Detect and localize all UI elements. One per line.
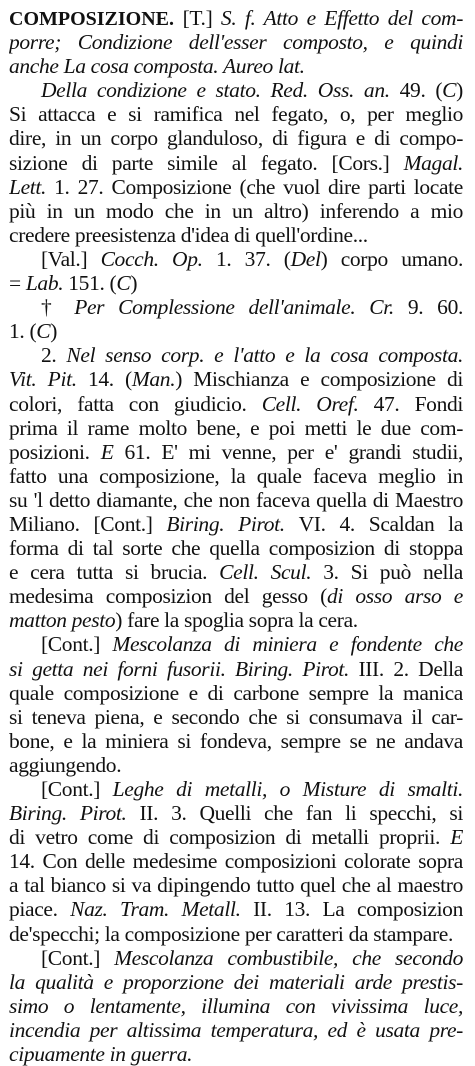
italic-text-run: si getta nei forni fusorii. Biring. Pirot. [9, 656, 359, 681]
text-line [9, 946, 463, 970]
italic-text-run: porre; Condizione dell'esser composto, e quindi [9, 30, 463, 55]
text-line [9, 681, 463, 705]
text-run: = [9, 271, 26, 296]
text-run: ) fare la spoglia sopra la cera. [115, 608, 358, 633]
text-line [9, 753, 463, 777]
text-line [9, 416, 463, 440]
text-line [9, 367, 463, 391]
italic-text-run: Per Complessione dell'animale. Cr. [74, 295, 408, 320]
italic-text-run: Cell. Scul. [219, 560, 324, 585]
text-line [9, 319, 463, 343]
text-run: 1. ( [9, 319, 37, 344]
text-line [9, 1042, 463, 1066]
text-line [9, 729, 463, 753]
text-run: ) [50, 319, 58, 344]
text-line [9, 825, 463, 849]
text-run: 47. Fondi [373, 391, 463, 416]
italic-text-run: Nel senso corp. e l'atto e la cosa composta. [66, 343, 463, 368]
italic-text-run: Mescolanza combustibile, che secondo [114, 945, 463, 970]
italic-text-run: E [100, 439, 125, 464]
text-run: colori, fatta con giudicio. [9, 391, 262, 416]
text-run: † [41, 295, 75, 320]
text-line [9, 488, 463, 512]
italic-text-run: Cell. Oref. [261, 391, 374, 416]
text-line [9, 295, 463, 319]
italic-text-run: incendia per altissima temperatura, ed è usata pre- [9, 1017, 463, 1042]
text-run: Miliano. [Cont.] [9, 511, 167, 536]
text-run: prima il rame molto bene, e poi metti le due com- [9, 415, 463, 440]
italic-text-run: anche La cosa composta. Aureo lat. [9, 54, 305, 79]
text-line [9, 777, 463, 801]
text-line [9, 994, 463, 1018]
italic-text-run: la qualità e proporzione dei materiali arde prestis- [9, 969, 463, 994]
text-run: III. 2. Della [358, 656, 463, 681]
text-line [9, 1018, 463, 1042]
text-run: sizione di parte simile al fegato. [Cors.] [9, 150, 404, 175]
text-line [9, 175, 463, 199]
text-run: dire, in un corpo glanduloso, di figura e di compo- [9, 126, 463, 151]
text-line [9, 922, 463, 946]
italic-text-run: Biring. Pirot. [166, 511, 299, 536]
text-run: medesima composizion del gesso ( [9, 584, 327, 609]
italic-text-run: Biring. Pirot. [9, 801, 140, 826]
text-run: II. 3. Quelli che fan li specchi, si [139, 801, 463, 826]
text-line [9, 970, 463, 994]
text-run: [T.] [182, 6, 221, 30]
text-run: [Cont.] [41, 632, 113, 657]
text-line [9, 632, 463, 656]
text-line [9, 78, 463, 102]
text-line [9, 223, 463, 247]
italic-text-run: simo o lentamente, illumina con vivissima luce, [9, 993, 463, 1018]
text-run: [Val.] [41, 246, 101, 271]
italic-text-run: Mescolanza di miniera e fondente che [112, 632, 463, 657]
text-line [9, 536, 463, 560]
text-line [9, 392, 463, 416]
text-line [9, 247, 463, 271]
text-line [9, 608, 463, 632]
text-run: [Cont.] [41, 945, 115, 970]
text-run: e cera tutta si brucia. [9, 560, 220, 585]
italic-text-run: Leghe di metalli, o Misture di smalti. [112, 777, 463, 801]
italic-text-run: Lett. [9, 174, 55, 199]
text-line [9, 801, 463, 825]
text-run: II. 13. La composizion [253, 897, 463, 922]
italic-text-run: S. f. Atto e Effetto del com- [220, 6, 463, 30]
text-run: Si attacca e si ramifica nel fegato, o, per meglio [9, 102, 463, 127]
dictionary-entry-composizione [9, 6, 463, 1066]
text-line [9, 440, 463, 464]
text-run: ) corpo umano. [320, 246, 463, 271]
italic-text-run: Vit. Pit. [9, 367, 88, 392]
text-run: credere preesistenza d'idea di quell'ordine... [9, 222, 368, 247]
italic-text-run: C [36, 319, 51, 344]
text-run: VI. 4. Scaldan la [298, 511, 463, 536]
text-line [9, 512, 463, 536]
italic-text-run: C [442, 78, 457, 103]
italic-text-run: Naz. Tram. Metall. [70, 897, 254, 922]
text-line [9, 897, 463, 921]
text-run: [Cont.] [41, 777, 113, 801]
text-run: 9. 60. [407, 295, 463, 320]
text-run: posizioni. [9, 439, 101, 464]
text-run: 1. 37. ( [215, 246, 291, 271]
text-run: aggiungendo. [9, 752, 122, 777]
text-line [9, 199, 463, 223]
italic-text-run: di osso arso e [326, 584, 463, 609]
text-run: ) [130, 271, 138, 296]
text-line [9, 873, 463, 897]
text-run: fatto una composizione, la quale faceva meglio in [9, 463, 463, 488]
text-line [9, 849, 463, 873]
text-line [9, 657, 463, 681]
text-run: ) Mischianza e composizione di [175, 367, 463, 392]
text-line [9, 343, 463, 367]
text-line [9, 126, 463, 150]
italic-text-run: Cocch. Op. [100, 246, 216, 271]
italic-text-run: Man. [131, 367, 176, 392]
text-run: de'specchi; la composizione per caratteri da stampare. [9, 921, 454, 946]
text-run: 61. E' mi venne, per e' grandi studii, [124, 439, 463, 464]
italic-text-run: Del [290, 246, 321, 271]
text-line [9, 560, 463, 584]
text-line [9, 705, 463, 729]
text-run: a tal bianco si va dipingendo tutto quel che al maestro [9, 873, 463, 898]
text-run: quale composizione e di carbone sempre la manica [9, 680, 463, 705]
text-line [9, 30, 463, 54]
italic-text-run: C [116, 271, 131, 296]
italic-text-run: Della condizione e stato. Red. Oss. an. [41, 78, 400, 103]
text-run: di vetro come di composizion di metalli proprii. [9, 825, 451, 850]
italic-text-run: Magal. [403, 150, 463, 175]
text-run: su 'l detto diamante, che non faceva quella di Maestro [9, 487, 463, 512]
text-run: 1. 27. Composizione (che vuol dire parti locate [54, 174, 463, 199]
text-line [9, 6, 463, 30]
text-line [9, 102, 463, 126]
text-line [9, 54, 463, 78]
text-run: 14. Con delle medesime composizioni colorate sopra [9, 849, 463, 874]
text-run: piace. [9, 897, 71, 922]
entry-headword: COMPOSIZIONE. [9, 8, 175, 30]
text-run: bone, e la miniera si fondeva, sempre se ne andava [9, 728, 463, 753]
text-run: 151. ( [68, 271, 117, 296]
italic-text-run: Lab. [25, 271, 69, 296]
italic-text-run: E [450, 825, 463, 850]
text-run: 49. ( [399, 78, 443, 103]
italic-text-run: cipuamente in guerra. [9, 1042, 193, 1066]
italic-text-run: matton pesto [9, 608, 116, 633]
text-run: 14. ( [87, 367, 132, 392]
text-line [9, 151, 463, 175]
text-line [9, 271, 463, 295]
text-run: più in un modo che in un altro) inferendo a mio [9, 198, 463, 223]
text-line [9, 464, 463, 488]
text-run: ) [456, 78, 463, 103]
text-run: si teneva piena, e secondo che si consumava il car- [9, 704, 463, 729]
text-run: 2. [41, 343, 67, 368]
text-run: 3. Si può nella [323, 560, 463, 585]
text-run: forma di tal sorte che quella composizion di stoppa [9, 536, 463, 561]
text-line [9, 584, 463, 608]
